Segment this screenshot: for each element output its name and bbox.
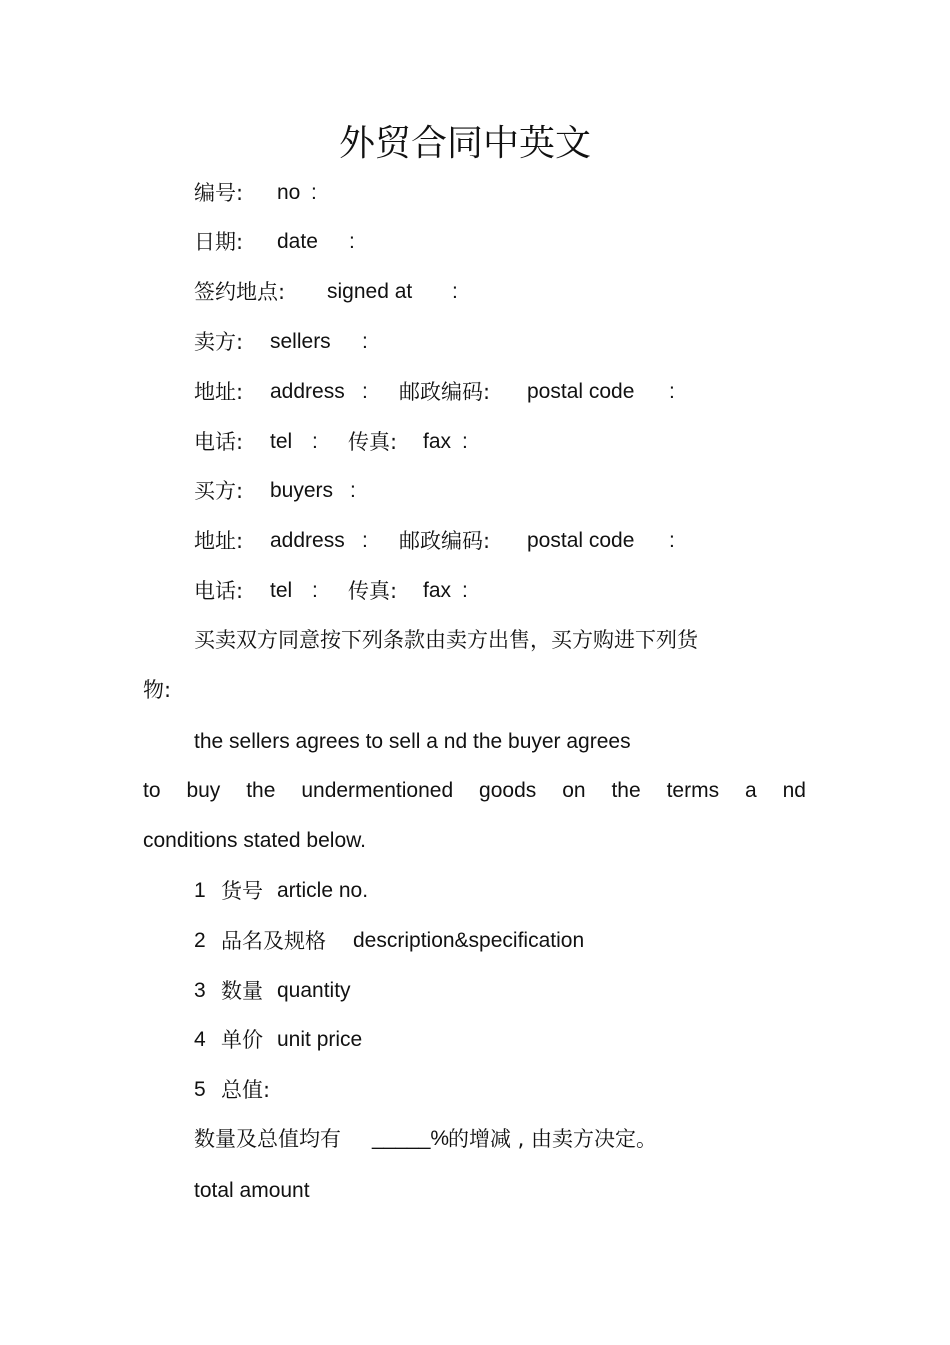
no-label-en: no	[277, 181, 301, 204]
sellers-colon: :	[362, 330, 368, 353]
buyers-label-en: buyers	[270, 479, 334, 502]
sellers-fax-cn: 传真:	[348, 430, 398, 454]
sellers-label-en: sellers	[270, 330, 331, 353]
sellers-address-en: address	[270, 380, 345, 403]
buyers-address-cn: 地址:	[194, 529, 244, 553]
buyers-label-cn: 买方:	[194, 479, 244, 503]
agreement-word: a	[745, 779, 757, 802]
sellers-tel-cn: 电话:	[194, 430, 244, 454]
item-label-cn: 总值:	[221, 1078, 271, 1102]
buyers-postal-colon: :	[669, 529, 675, 552]
buyers-fax-cn: 传真:	[348, 579, 398, 603]
date-label-en: date	[277, 230, 318, 253]
agreement-cn-line-2: 物:	[143, 678, 172, 702]
signed-at-label-en: signed at	[327, 280, 413, 303]
sellers-postal-en: postal code	[527, 380, 635, 403]
agreement-en-line-2	[143, 776, 806, 806]
agreement-word: terms	[666, 779, 720, 802]
buyers-address-en: address	[270, 529, 345, 552]
buyers-tel-colon: :	[312, 579, 318, 602]
agreement-word: the	[611, 779, 641, 802]
buyers-tel-en: tel	[270, 579, 293, 602]
signed-at-label-cn: 签约地点:	[194, 280, 286, 304]
date-label-cn: 日期:	[194, 230, 244, 254]
item-label-en: description&specification	[353, 929, 585, 952]
sellers-tel-colon: :	[312, 430, 318, 453]
document-title: 外贸合同中英文	[338, 123, 591, 164]
tolerance-prefix: 数量及总值均有	[194, 1127, 341, 1151]
agreement-word: on	[562, 779, 586, 802]
agreement-word: buy	[186, 779, 221, 802]
agreement-en-line-3: conditions stated below.	[143, 829, 366, 852]
item-number: 4	[194, 1028, 206, 1051]
sellers-fax-en: fax	[423, 430, 452, 453]
agreement-en-line-1: the sellers agrees to sell a nd the buyer agrees	[194, 730, 631, 753]
buyers-fax-en: fax	[423, 579, 452, 602]
sellers-postal-colon: :	[669, 380, 675, 403]
sellers-address-cn: 地址:	[194, 380, 244, 404]
buyers-fax-colon: :	[462, 579, 468, 602]
sellers-tel-en: tel	[270, 430, 293, 453]
item-label-en: quantity	[277, 979, 351, 1002]
item-label-en: unit price	[277, 1028, 363, 1051]
agreement-word: to	[143, 779, 161, 802]
buyers-colon: :	[350, 479, 356, 502]
agreement-word: goods	[479, 779, 537, 802]
item-label-cn: 品名及规格	[221, 929, 326, 953]
buyers-tel-cn: 电话:	[194, 579, 244, 603]
agreement-word: the	[246, 779, 276, 802]
agreement-word: nd	[782, 779, 806, 802]
item-label-cn: 货号	[221, 879, 263, 903]
no-colon: :	[311, 181, 317, 204]
sellers-label-cn: 卖方:	[194, 330, 244, 354]
agreement-word: undermentioned	[301, 779, 454, 802]
buyers-postal-en: postal code	[527, 529, 635, 552]
buyers-postal-cn: 邮政编码:	[399, 529, 491, 553]
item-label-cn: 数量	[221, 979, 263, 1003]
sellers-address-colon: :	[362, 380, 368, 403]
total-amount-label: total amount	[194, 1179, 310, 1202]
buyers-address-colon: :	[362, 529, 368, 552]
no-label-cn: 编号:	[194, 181, 244, 205]
item-number: 5	[194, 1078, 206, 1101]
item-number: 3	[194, 979, 206, 1002]
tolerance-suffix: 的增减 , 由卖方决定。	[448, 1127, 658, 1151]
date-colon: :	[349, 230, 355, 253]
tolerance-blank: _____%	[372, 1127, 450, 1150]
item-number: 1	[194, 879, 206, 902]
sellers-fax-colon: :	[462, 430, 468, 453]
item-label-en: article no.	[277, 879, 369, 902]
agreement-cn-line-1: 买卖双方同意按下列条款由卖方出售，买方购进下列货	[194, 628, 698, 652]
item-number: 2	[194, 929, 206, 952]
signed-at-colon: :	[452, 280, 458, 303]
sellers-postal-cn: 邮政编码:	[399, 380, 491, 404]
item-label-cn: 单价	[221, 1028, 263, 1052]
